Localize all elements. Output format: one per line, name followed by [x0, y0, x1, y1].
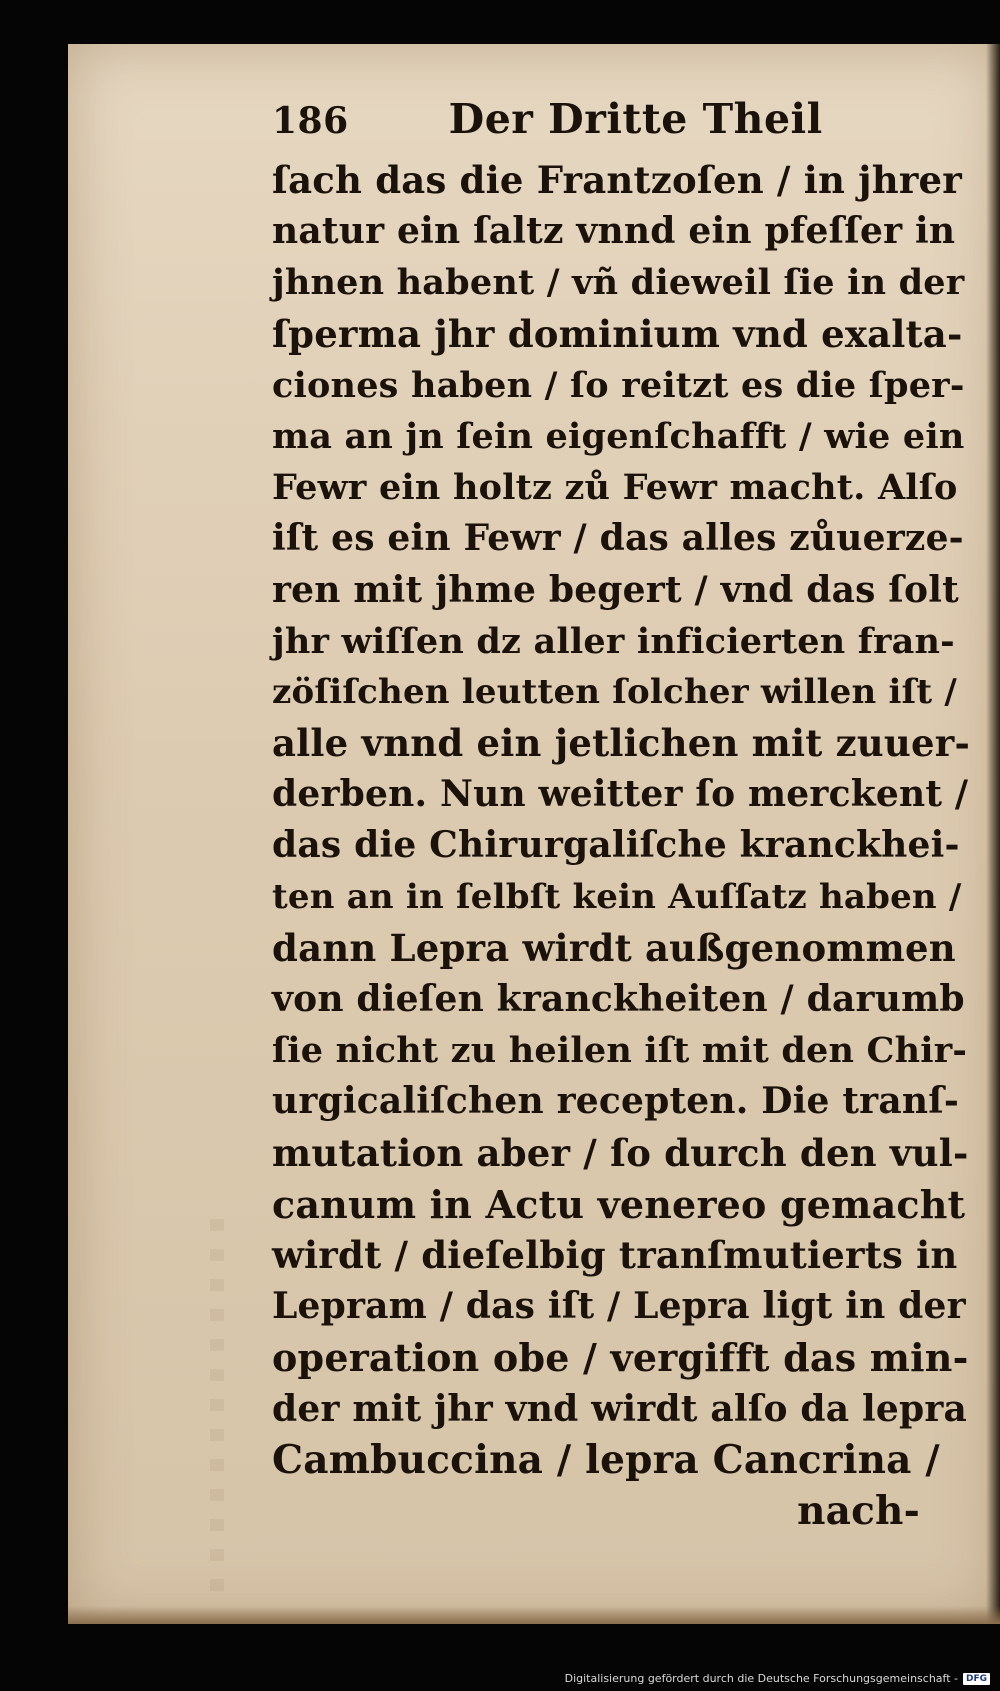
text-line: alle vnnd ein jetlichen mit zuuer-: [272, 721, 971, 766]
text-line: der mit jhr vnd wirdt alſo da lepra: [272, 1387, 968, 1430]
page-stain: [210, 1219, 224, 1599]
text-line: Cambuccina / lepra Cancrina /: [272, 1436, 940, 1483]
page-header: [272, 95, 972, 155]
text-line: dann Lepra wirdt außgenommen: [272, 925, 956, 970]
text-line: derben. Nun weitter ſo merckent /: [272, 773, 969, 816]
text-line: von dieſen kranckheiten / darumb: [272, 978, 965, 1020]
digitization-credit: [565, 1672, 990, 1685]
text-line: jhnen habent / vñ dieweil ſie in der: [272, 262, 965, 304]
text-line: ſperma jhr dominium vnd exalta-: [272, 311, 963, 356]
page-edge-shadow: [986, 44, 1000, 1624]
body-text: [272, 155, 972, 1486]
text-line: wirdt / dieſelbig tranſmutierts in: [272, 1232, 958, 1277]
running-head: Der Dritte Theil: [448, 95, 823, 143]
text-line: ciones haben / ſo reitzt es die ſper-: [272, 364, 965, 406]
text-line: das die Chirurgaliſche kranckhei-: [272, 824, 960, 867]
text-line: jhr wiſſen dz aller inficierten fran-: [272, 620, 955, 662]
text-line: urgicaliſchen recepten. Die tranſ-: [272, 1080, 960, 1123]
text-line: natur ein ſaltz vnnd ein pfeſſer in: [272, 210, 956, 253]
text-line: ſach das die Frantzoſen / in jhrer: [272, 158, 962, 202]
text-line: Lepram / das iſt / Lepra ligt in der: [272, 1285, 966, 1328]
credit-text: Digitalisierung gefördert durch die Deutsche Forschungsgemeinschaft -: [564, 1672, 958, 1685]
text-line: iſt es ein Fewr / das alles zůuerze-: [272, 517, 964, 560]
text-line: canum in Actu venereo gemacht: [272, 1181, 966, 1227]
page-number: 186: [272, 100, 349, 142]
catchword: nach-: [797, 1487, 920, 1534]
text-line: ſie nicht zu heilen iſt mit den Chir-: [272, 1030, 968, 1072]
text-line: ten an in ſelbſt kein Auſſatz haben /: [272, 876, 962, 917]
text-line: zöſiſchen leutten ſolcher willen iſt /: [272, 671, 957, 712]
page-bottom-edge: [68, 1606, 1000, 1624]
text-line: operation obe / vergifft das min-: [272, 1335, 969, 1381]
text-line: ren mit jhme begert / vnd das ſolt: [272, 568, 959, 611]
text-line: ma an jn ſein eigenſchafft / wie ein: [272, 415, 965, 457]
page-text: [272, 95, 972, 1537]
text-line: mutation aber / ſo durch den vul-: [272, 1130, 969, 1175]
text-line: Fewr ein holtz zů Fewr macht. Alſo: [272, 467, 958, 509]
dfg-logo: DFG: [963, 1673, 990, 1685]
